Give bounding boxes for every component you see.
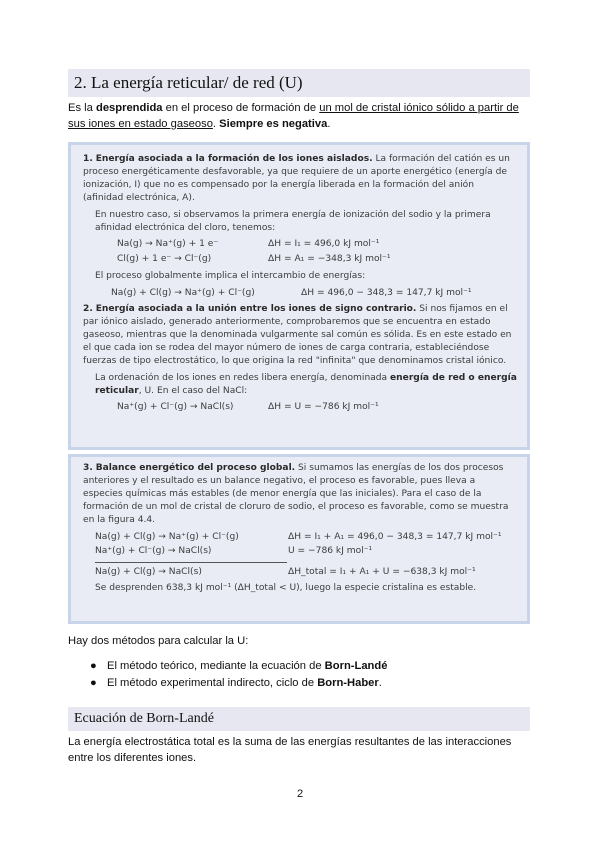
eq-left: Na(g) + Cl(g) → Na⁺(g) + Cl⁻(g) — [95, 531, 239, 542]
eq-left: Na(g) + Cl(g) → NaCl(s) — [95, 567, 202, 578]
list-item — [90, 658, 530, 675]
bullet-icon: ● — [90, 660, 97, 672]
balance-conclusion: Se desprenden 638,3 kJ mol⁻¹ (ΔH_total < U), luego la especie cristalina es estable. — [95, 583, 477, 594]
method-tail: . — [378, 677, 382, 689]
item1-para3: El proceso globalmente implica el intercambio de energías: — [95, 271, 366, 282]
sum-rule-line — [95, 562, 287, 563]
item1-para2: En nuestro caso, si observamos la primera energía de ionización del sodio y la primera afinidad electrónica del cloro, tenemos: — [95, 209, 491, 233]
intro-bold-negativa: Siempre es negativa — [219, 117, 328, 130]
item2-para2-b: , U. En el caso del NaCl: — [138, 385, 248, 396]
item1-text: La formación del catión es un proceso energéticamente desfavorable, ya que requiere de un aporte energético (energía de ionización, I) que no es compensado por la energía liberada en la formación del anión (afinidad electrónica, A). — [83, 154, 510, 203]
bullet-icon: ● — [90, 677, 97, 689]
item3-number: 3. — [83, 463, 93, 473]
subheading-born-lande: Ecuación de Born-Landé — [68, 707, 530, 731]
eq-left: Na⁺(g) + Cl⁻(g) → NaCl(s) — [117, 402, 234, 413]
item2-title: Energía asociada a la unión entre los iones de signo contrario. — [95, 304, 417, 315]
item3-text: Si sumamos las energías de los dos procesos anteriores y el resultado es un balance negativo, el proceso es favorable, pues lleva a especies químicas más estables (de menor energía que las iniciales). Para el caso de la formación de un mol de cristal de cloruro de sodio, el proceso es favorable, como se muestra en la figura 4.4. — [83, 463, 509, 525]
method-text: El método experimental indirecto, ciclo de — [107, 677, 318, 689]
balance-eq-2 — [83, 545, 517, 558]
textbook-excerpt-box-1 — [68, 142, 530, 450]
equation-ionization — [83, 238, 517, 251]
page-number: 2 — [296, 788, 304, 800]
item1-paragraph — [83, 153, 517, 205]
item2-number: 2. — [83, 304, 93, 315]
balance-eq-total — [83, 566, 517, 579]
methods-intro: Hay dos métodos para calcular la U: — [68, 635, 249, 647]
method-name: Born-Landé — [324, 660, 388, 672]
item1-title: Energía asociada a la formación de los iones aislados. — [95, 154, 373, 164]
intro-text-1: Es la — [68, 102, 96, 114]
eq-right: ΔH = A₁ = −348,3 kJ mol⁻¹ — [268, 254, 391, 265]
method-text: El método teórico, mediante la ecuación de — [107, 660, 325, 672]
item2-text: Si nos fijamos en el par iónico aislado, generado anteriormente, comprobaremos que se encuentra en estado gaseoso, mientras que la denominada vulgarmente sal común es sólida. Es en este estado en el que cada ion se rodea del mayor número de iones de carga contraria, estableciéndose fuerzas de tipo electrostático, lo que origina la red "infinita" que denominamos cristal iónico. — [83, 304, 512, 366]
eq-right: ΔH = U = −786 kJ mol⁻¹ — [268, 402, 379, 413]
intro-text-4: . — [327, 117, 331, 130]
list-item — [90, 675, 530, 692]
section-heading: 2. La energía reticular/ de red (U) — [68, 69, 530, 97]
eq-left: Cl(g) + 1 e⁻ → Cl⁻(g) — [117, 254, 212, 265]
eq-right: ΔH_total = I₁ + A₁ + U = −638,3 kJ mol⁻¹ — [288, 567, 476, 578]
eq-right: ΔH = I₁ + A₁ = 496,0 − 348,3 = 147,7 kJ mol⁻¹ — [288, 531, 502, 542]
eq-left: Na(g) + Cl(g) → Na⁺(g) + Cl⁻(g) — [111, 288, 255, 299]
intro-text-2: en el proceso de formación de — [162, 102, 320, 114]
intro-text-3: . — [212, 117, 220, 130]
eq-left: Na⁺(g) + Cl⁻(g) → NaCl(s) — [95, 546, 212, 557]
eq-right: ΔH = I₁ = 496,0 kJ mol⁻¹ — [268, 239, 380, 250]
item1-number: 1. — [83, 154, 93, 164]
item2-para2-a: La ordenación de los iones en redes libera energía, denominada — [95, 372, 391, 383]
intro-underlined-definition: un mol de cristal iónico sólido a partir de sus iones en estado gaseoso — [68, 102, 519, 130]
item3-title: Balance energético del proceso global. — [95, 463, 296, 473]
eq-right: U = −786 kJ mol⁻¹ — [288, 546, 373, 557]
item2-para2 — [83, 372, 517, 398]
equation-lattice — [83, 401, 517, 414]
methods-list — [90, 658, 530, 692]
method-name: Born-Haber — [317, 677, 379, 689]
eq-left: Na(g) → Na⁺(g) + 1 e⁻ — [117, 239, 219, 250]
equation-electron-affinity — [83, 253, 517, 266]
item2-para2-bold: energía de red o energía reticular — [95, 372, 517, 396]
eq-right: ΔH = 496,0 − 348,3 = 147,7 kJ mol⁻¹ — [301, 288, 472, 299]
equation-ion-formation — [83, 287, 517, 300]
intro-bold-desprendida: desprendida — [95, 102, 163, 114]
item2-paragraph — [83, 303, 517, 368]
intro-paragraph — [68, 101, 530, 132]
item3-paragraph — [83, 462, 517, 527]
textbook-excerpt-box-2 — [68, 454, 530, 624]
balance-eq-1 — [83, 531, 517, 544]
final-paragraph: La energía electrostática total es la suma de las energías resultantes de las interacciones entre los diferentes iones. — [68, 736, 512, 764]
